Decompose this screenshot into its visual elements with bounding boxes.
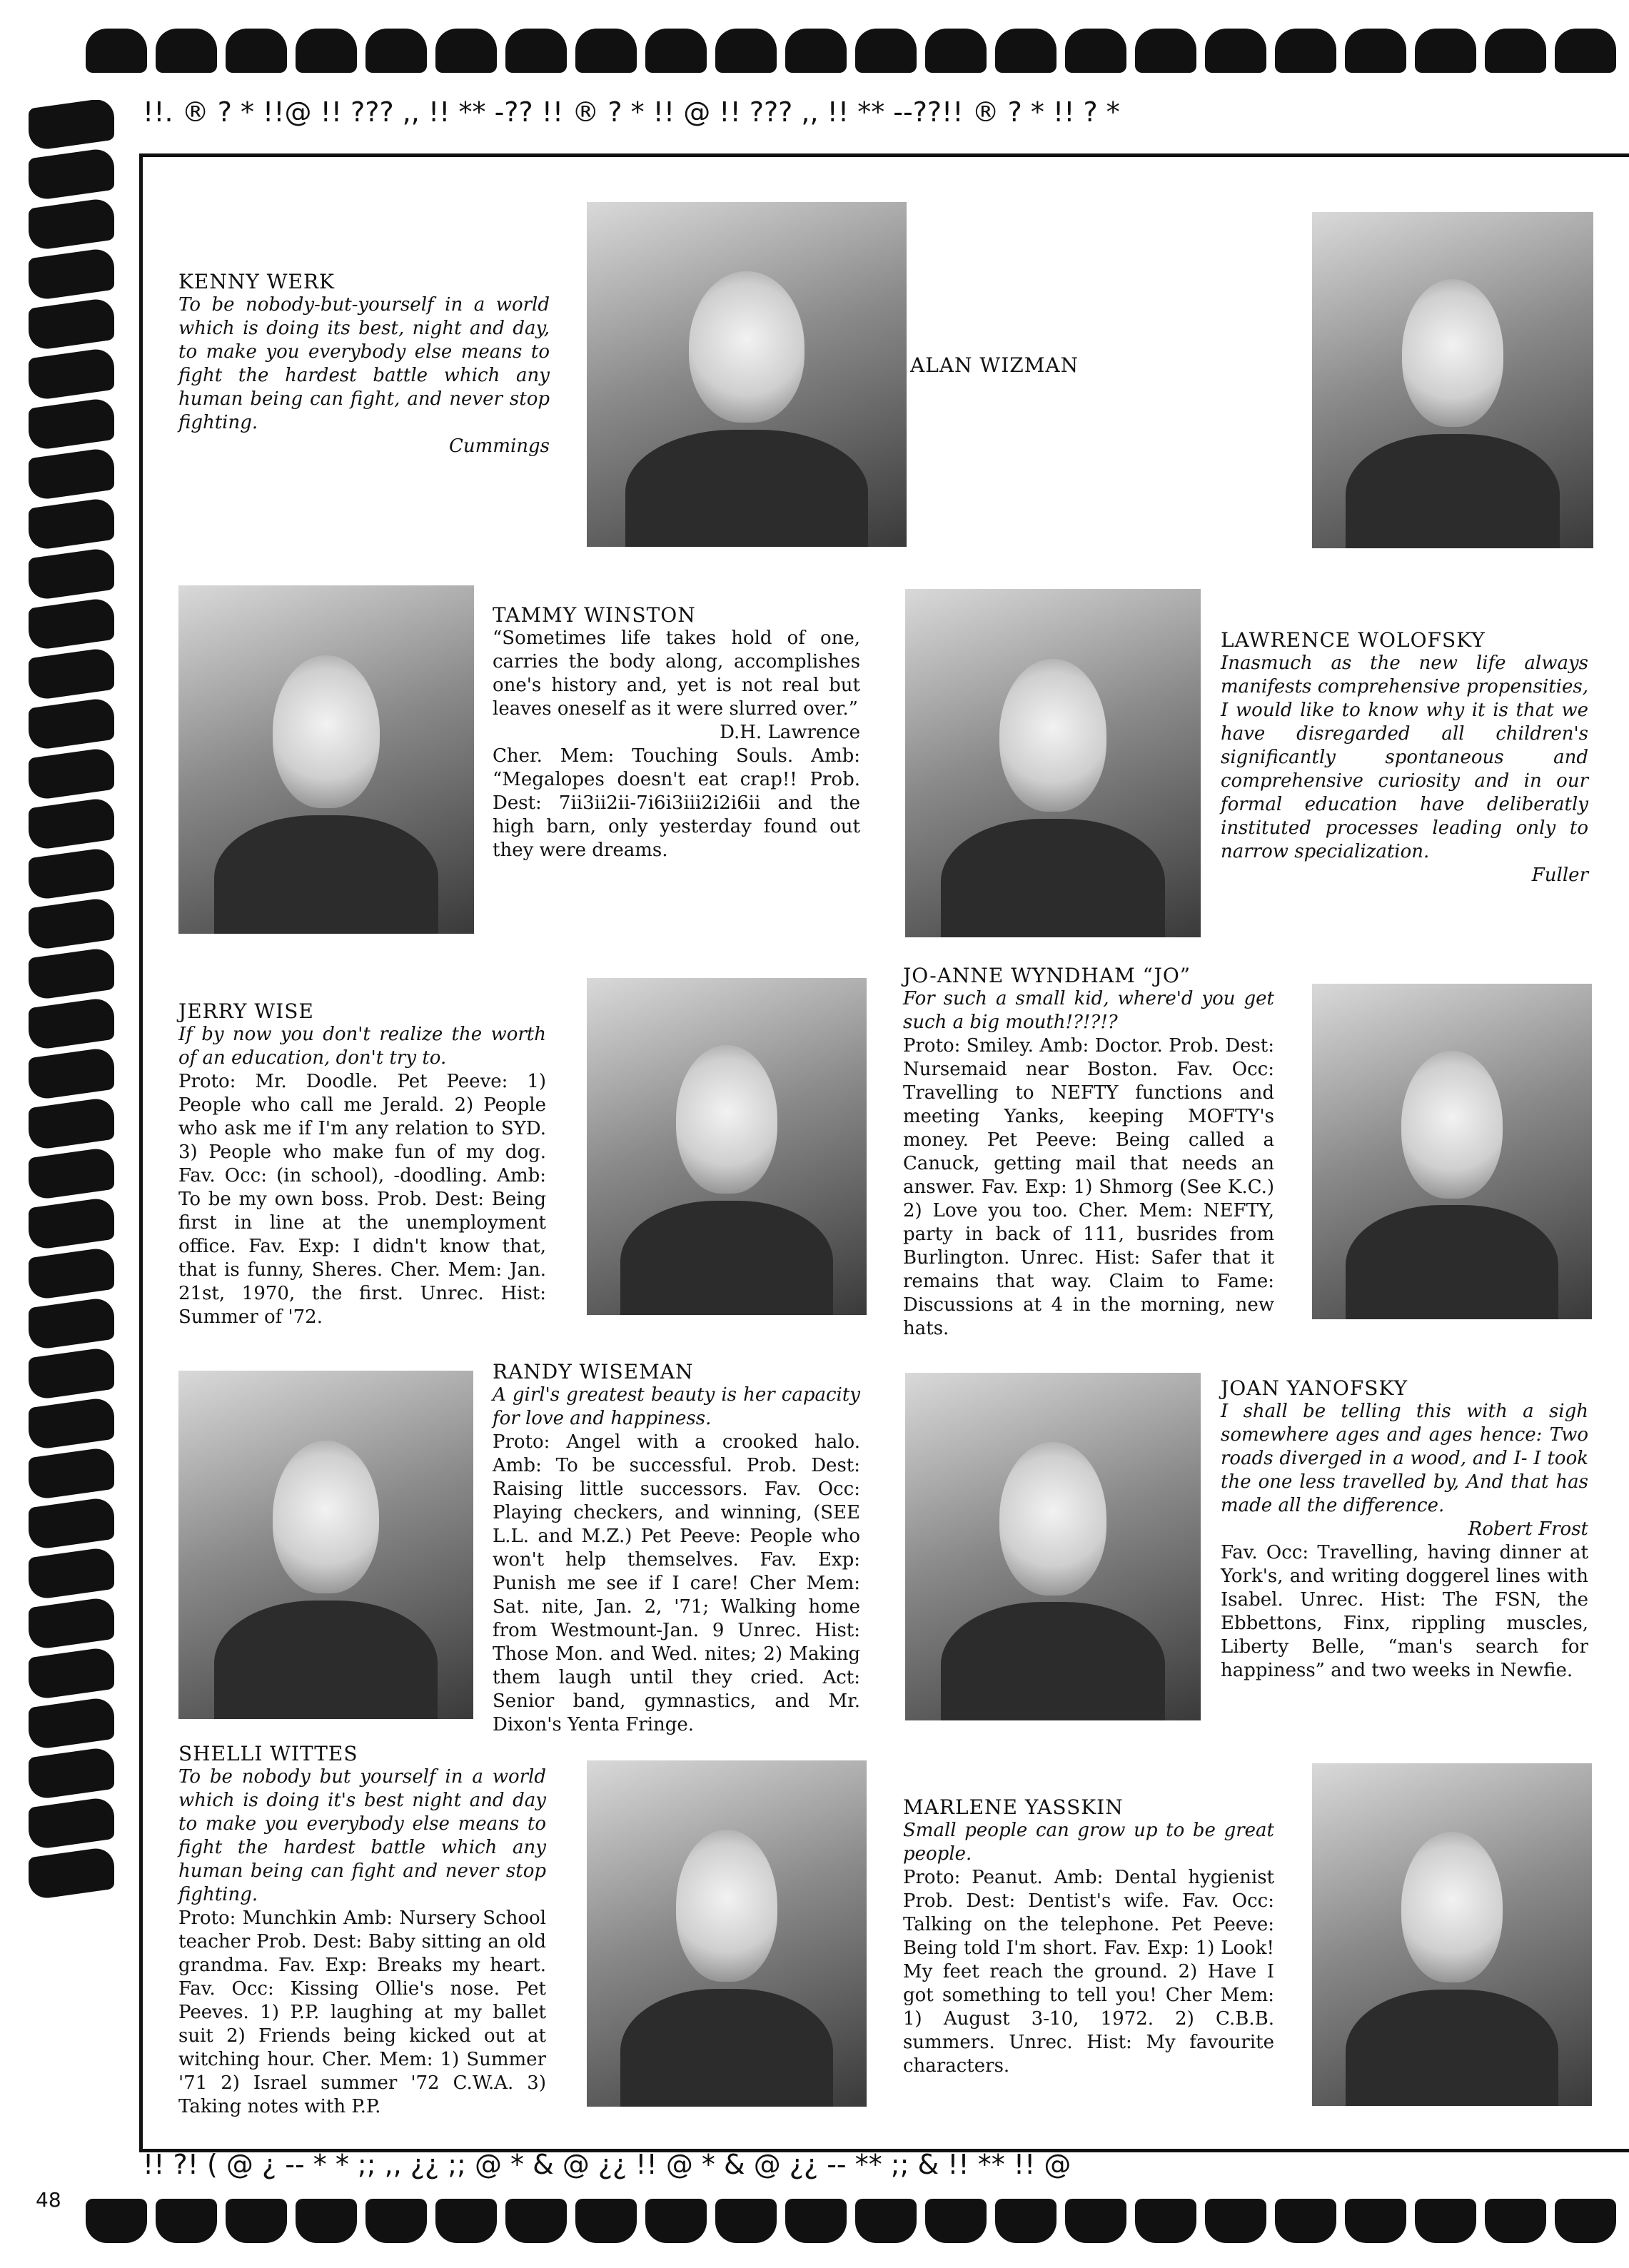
portrait-photo-lawrence-wolofsky xyxy=(905,589,1201,937)
entry-kenny-werk xyxy=(178,270,550,458)
student-quote: To be nobody-but-yourself in a world which is doing its best, night and day, to make you everybody else means to fight the hardest battle which any human being can fight, and never stop fighting. xyxy=(178,294,550,433)
entry-jo-anne-wyndham xyxy=(903,964,1274,1341)
graduation-cap-border-bottom xyxy=(86,2199,1628,2256)
student-name: JOAN YANOFSKY xyxy=(1221,1376,1408,1400)
portrait-photo-marlene-yasskin xyxy=(1312,1763,1592,2106)
student-name: TAMMY WINSTON xyxy=(493,603,696,627)
student-name: LAWRENCE WOLOFSKY xyxy=(1221,628,1486,652)
entry-jerry-wise xyxy=(178,999,546,1329)
student-name: SHELLI WITTES xyxy=(178,1742,358,1765)
student-details: Fav. Occ: Travelling, having dinner at York's, and writing doggerel lines with Isabel. Unrec. Hist: The FSN, the Ebbettons, Finx, rippling muscles, Liberty Belle, “man's search for happiness” and two weeks in Newfie. xyxy=(1221,1542,1588,1681)
student-details: Proto: Mr. Doodle. Pet Peeve: 1) People who call me Jerald. 2) People who ask me if I'm any relation to SYD. 3) People who make fun of my dog. Fav. Occ: (in school), -doodling. Amb: To be my own boss. Prob. Dest: Being first in line at the unemployment office. Fav. Exp: I didn't know that, that is funny, Sheres. Cher. Mem: Jan. 21st, 1970, the first. Unrec. Hist: Summer of '72. xyxy=(178,1071,546,1328)
student-details: Proto: Munchkin Amb: Nursery School teacher Prob. Dest: Baby sitting an old grandma. Fav. Exp: Breaks my heart. Fav. Occ: Kissing Ollie's nose. Pet Peeves. 1) P.P. laughing at my ballet suit 2) Friends being kicked out at witching hour. Cher. Mem: 1) Summer '71 2) Israel summer '72 C.W.A. 3) Taking notes with P.P. xyxy=(178,1907,546,2117)
student-name: ALAN WIZMAN xyxy=(910,353,1079,377)
portrait-photo-jo-anne-wyndham xyxy=(1312,984,1592,1319)
doodle-strip-bottom: !! ?! ( @ ¿ -- * * ;; ,, ¿¿ ;; @ * & @ ¿¿ !! @ * & @ ¿¿ -- ** ;; & !! ** !! @ xyxy=(143,2149,1071,2180)
entry-joan-yanofsky xyxy=(1221,1376,1588,1683)
portrait-photo-shelli-wittes xyxy=(587,1760,867,2107)
doodle-strip-top: !!. ® ? * !!@ !! ??? ,, !! ** -?? !! ® ? * !! @ !! ??? ,, !! ** --??!! ® ? * !! ? * xyxy=(143,96,1120,128)
student-quote: Inasmuch as the new life always manifests comprehensive propensities, I would like to know why it is that we have disregarded all children's significantly spontaneous and comprehensive curiosity and in our formal education have deliberatly instituted processes leading only to narrow specialization. xyxy=(1221,652,1588,862)
student-quote: I shall be telling this with a sigh somewhere ages and ages hence: Two roads diverged in a wood, and I- I took the one less travelled by, And that has made all the difference. xyxy=(1221,1401,1588,1516)
student-name: RANDY WISEMAN xyxy=(493,1360,694,1384)
page-number: 48 xyxy=(36,2188,61,2212)
student-details: Cher. Mem: Touching Souls. Amb: “Megalopes doesn't eat crap!! Prob. Dest: 7ii3ii2ii-7i6i3iii2i2i6ii and the high barn, only yesterday found out they were dreams. xyxy=(493,745,860,861)
portrait-photo-jerry-wise xyxy=(587,978,867,1315)
student-details: Proto: Peanut. Amb: Dental hygienist Prob. Dest: Dentist's wife. Fav. Occ: Talking on the telephone. Pet Peeve: Being told I'm short. Fav. Exp: 1) Look! My feet reach the ground. 2) Have I got something to tell you! Cher Mem: 1) August 3-10, 1972. 2) C.B.B. summers. Unrec. Hist: My favourite characters. xyxy=(903,1867,1274,2077)
student-details: Proto: Smiley. Amb: Doctor. Prob. Dest: Nursemaid near Boston. Fav. Occ: Travelling to NEFTY functions and meeting Yanks, keeping MOFTY's money. Pet Peeve: Being called a Canuck, getting mail that needs an answer. Fav. Exp: 1) Shmorg (See K.C.) 2) Love you too. Cher. Mem: NEFTY, party in back of 111, busrides from Burlington. Unrec. Hist: Safer that it remains that way. Claim to Fame: Discussions at 4 in the morning, new hats. xyxy=(903,1035,1274,1339)
graduation-cap-border-left xyxy=(29,100,136,2170)
entry-alan-wizman xyxy=(910,353,1281,377)
entry-marlene-yasskin xyxy=(903,1795,1274,2078)
portrait-photo-kenny-werk xyxy=(587,202,907,547)
entry-lawrence-wolofsky xyxy=(1221,628,1588,887)
student-details: Proto: Angel with a crooked halo. Amb: To be successful. Prob. Dest: Raising little successors. Fav. Occ: Playing checkers, and winning, (SEE L.L. and M.Z.) Pet Peeve: People who won't help themselves. Fav. Exp: Punish me see if I care! Cher Mem: Sat. nite, Jan. 2, '71; Walking home from Westmount-Jan. 9 Unrec. Hist: Those Mon. and Wed. nites; 2) Making them laugh until they cried. Act: Senior band, gymnastics, and Mr. Dixon's Yenta Fringe. xyxy=(493,1431,860,1735)
student-name: JERRY WISE xyxy=(178,999,314,1023)
entry-randy-wiseman xyxy=(493,1360,860,1737)
portrait-photo-tammy-winston xyxy=(178,585,474,934)
student-quote: For such a small kid, where'd you get such a big mouth!?!?!? xyxy=(903,988,1274,1033)
entry-shelli-wittes xyxy=(178,1742,546,2119)
portrait-photo-randy-wiseman xyxy=(178,1371,473,1719)
student-name: KENNY WERK xyxy=(178,270,335,293)
student-quote: “Sometimes life takes hold of one, carries the body along, accomplishes one's history and, yet is not real but leaves oneself as it were slurred over.” xyxy=(493,628,860,720)
quote-attribution: Fuller xyxy=(1531,865,1588,886)
student-quote: Small people can grow up to be great people. xyxy=(903,1820,1274,1865)
student-name: JO-ANNE WYNDHAM “JO” xyxy=(903,964,1191,987)
student-quote: If by now you don't realize the worth of an education, don't try to. xyxy=(178,1024,546,1069)
portrait-photo-alan-wizman xyxy=(1312,212,1593,548)
quote-attribution: Robert Frost xyxy=(1468,1518,1588,1540)
student-name: MARLENE YASSKIN xyxy=(903,1795,1124,1819)
student-quote: A girl's greatest beauty is her capacity for love and happiness. xyxy=(493,1384,860,1429)
portrait-photo-joan-yanofsky xyxy=(905,1373,1201,1720)
student-quote: To be nobody but yourself in a world which is doing it's best night and day to make you everybody else means to fight the hardest battle which any human being can fight and never stop fighting. xyxy=(178,1766,546,1905)
quote-attribution: Cummings xyxy=(449,435,550,457)
quote-attribution: D.H. Lawrence xyxy=(720,722,860,743)
entry-tammy-winston xyxy=(493,603,860,862)
graduation-cap-border-top xyxy=(86,29,1628,86)
